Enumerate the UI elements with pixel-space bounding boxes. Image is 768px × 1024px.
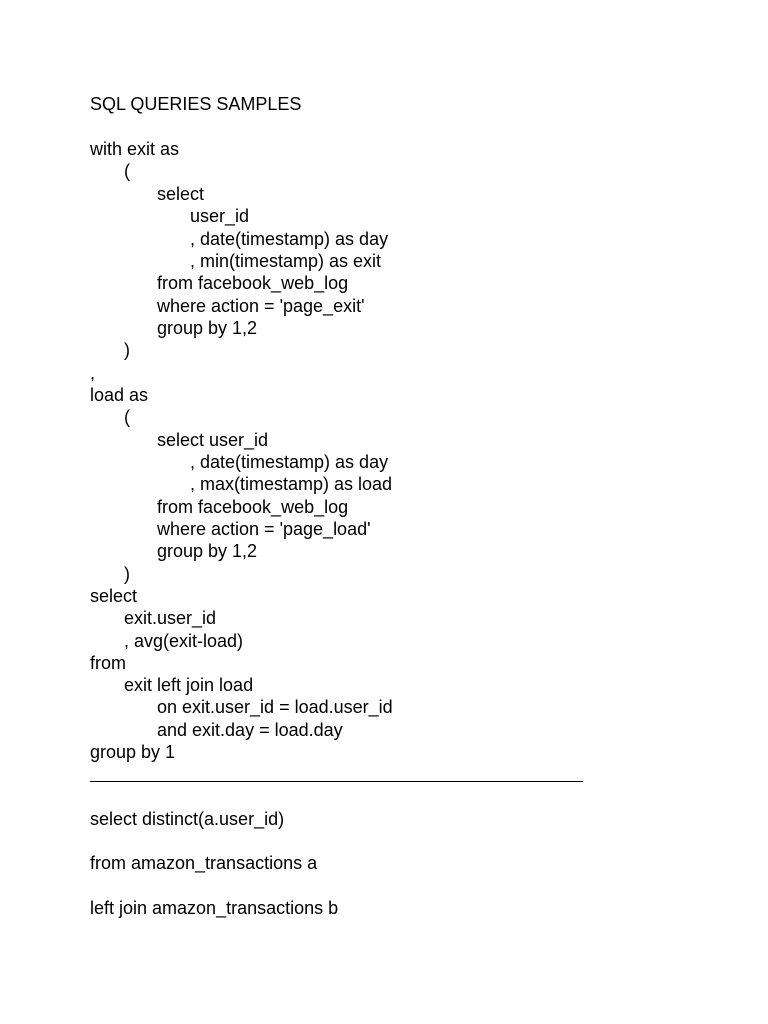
code-line: group by 1 [90,742,176,762]
section-divider [90,781,583,782]
code-line: exit.user_id [124,608,217,628]
code-line: from [90,653,126,673]
code-line: from amazon_transactions a [90,853,318,873]
code-line: ) [124,564,130,584]
code-line: left join amazon_transactions b [90,898,339,918]
code-line: , [90,363,96,383]
code-line: , max(timestamp) as load [190,474,393,494]
code-line: select [90,586,138,606]
code-line: user_id [190,206,250,226]
code-line: where action = 'page_load' [157,519,371,539]
code-line: group by 1,2 [157,318,258,338]
code-line: , date(timestamp) as day [190,229,389,249]
code-line: ( [124,407,130,427]
code-line: group by 1,2 [157,541,258,561]
code-line: with exit as [90,139,180,159]
code-line: select [157,184,205,204]
code-line: exit left join load [124,675,254,695]
page-title: SQL QUERIES SAMPLES [90,94,302,114]
code-line: from facebook_web_log [157,273,349,293]
code-line: on exit.user_id = load.user_id [157,697,393,717]
code-line: where action = 'page_exit' [157,296,365,316]
code-line: and exit.day = load.day [157,720,343,740]
code-line: select user_id [157,430,269,450]
code-line: select distinct(a.user_id) [90,809,285,829]
code-line: , min(timestamp) as exit [190,251,382,271]
code-line: ) [124,340,130,360]
code-line: from facebook_web_log [157,497,349,517]
code-line: ( [124,161,130,181]
code-line: , date(timestamp) as day [190,452,389,472]
code-line: load as [90,385,149,405]
code-line: , avg(exit-load) [124,631,244,651]
